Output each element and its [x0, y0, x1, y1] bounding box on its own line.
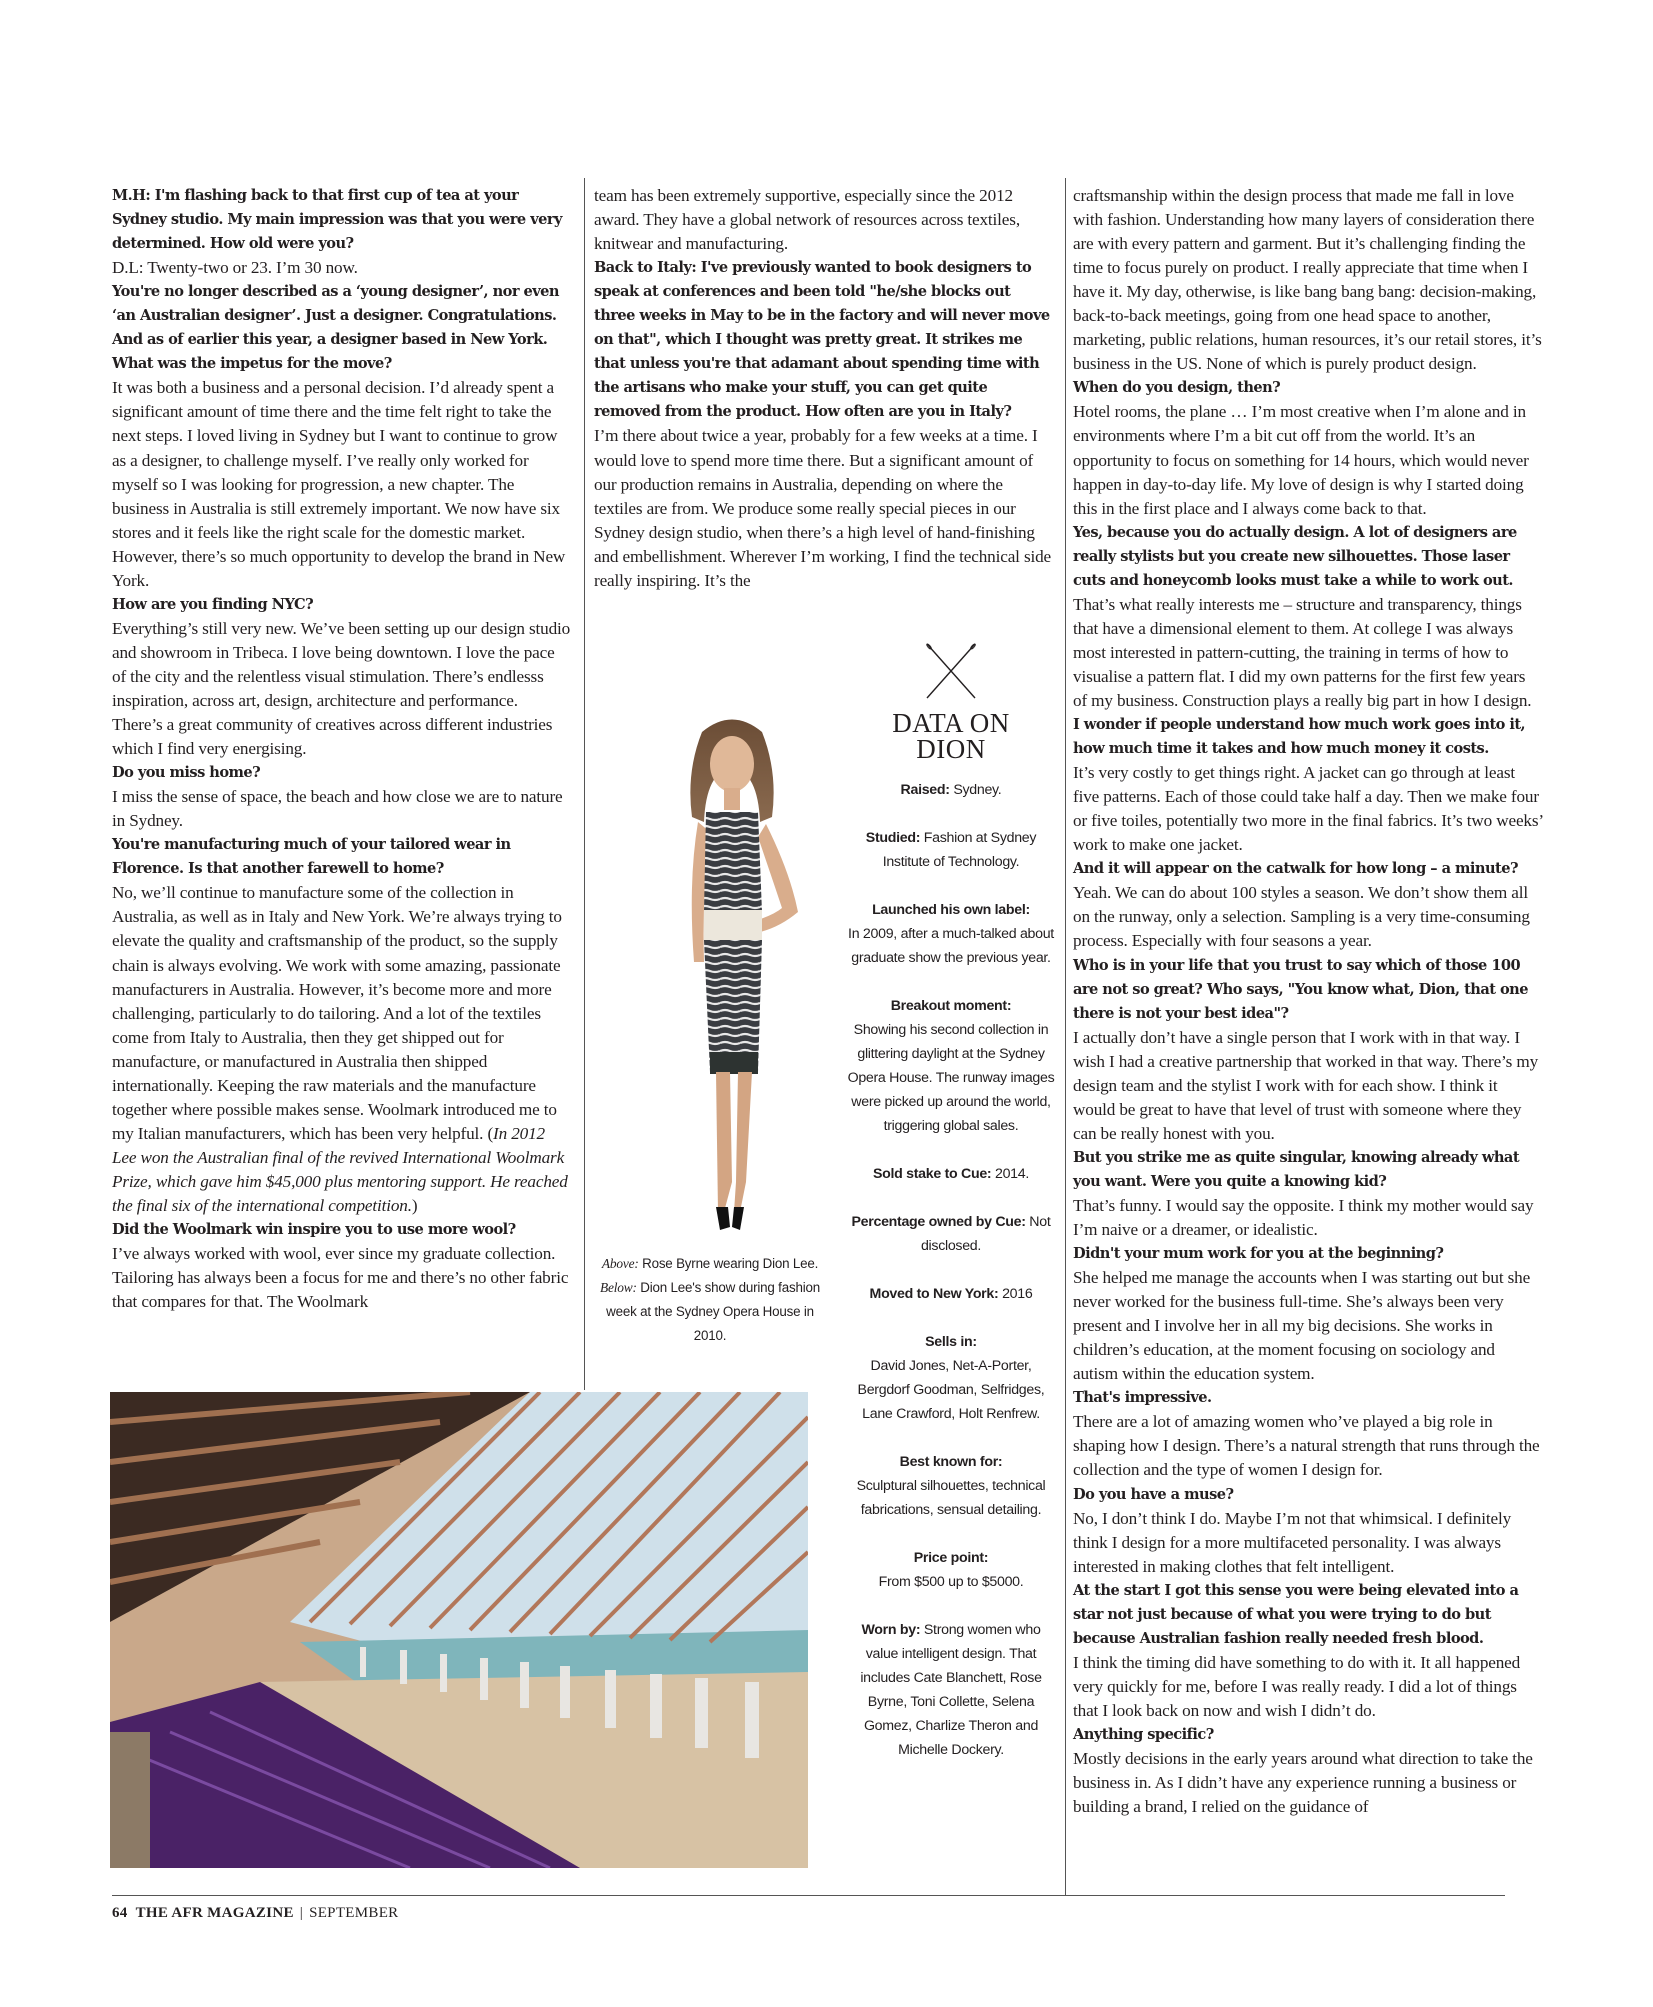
caption-above-label: Above: — [601, 1256, 639, 1271]
paragraph-text: Did the Woolmark win inspire you to use more wool? — [112, 1221, 516, 1239]
footer-rule — [112, 1895, 1505, 1896]
sidebar-fact — [846, 1162, 1056, 1186]
interview-question — [1073, 1483, 1543, 1507]
interview-question — [112, 833, 572, 881]
interview-answer — [1073, 1194, 1543, 1242]
sidebar-fact — [846, 1450, 1056, 1522]
interview-answer — [1073, 593, 1543, 713]
interview-answer — [1073, 761, 1543, 857]
paragraph-text: That's impressive. — [1073, 1389, 1212, 1407]
sidebar-fact — [846, 1282, 1056, 1306]
fact-value: From $500 up to $5000. — [878, 1574, 1024, 1590]
paragraph-suffix: ) — [411, 1195, 418, 1215]
paragraph-text: How are you finding NYC? — [112, 595, 314, 613]
sidebar-title — [846, 710, 1056, 762]
interview-answer — [112, 1242, 572, 1314]
sidebar-fact — [846, 1618, 1056, 1762]
data-on-dion-sidebar — [846, 640, 1056, 1786]
page-number: 64 — [112, 1905, 128, 1921]
paragraph-text: But you strike me as quite singular, knowing already what you want. Were you quite a knowing kid? — [1073, 1148, 1520, 1190]
paragraph-text: I’m there about twice a year, probably for a few weeks at a time. I would love to spend more time there. But a significant amount of our production remains in Australia, depending on where the textiles are from. We produce some really special pieces in our Sydney design studio, when there’s a high level of hand-finishing and embellishment. Wherever I’m working, I find the technical side really inspiring. It’s the — [594, 426, 1052, 590]
paragraph-text: D.L: Twenty-two or 23. I’m 30 now. — [112, 258, 358, 278]
magazine-name: THE AFR MAGAZINE — [135, 1905, 294, 1921]
fact-label: Best known for: — [899, 1454, 1003, 1470]
interview-answer — [1073, 400, 1543, 520]
sidebar-fact — [846, 1330, 1056, 1426]
interview-question — [1073, 1146, 1543, 1194]
italic-aside: In 2012 Lee won the Australian final of the revived International Woolmark Prize, which gave him $45,000 plus mentoring support. He reached the final six of the international competition. — [112, 1123, 568, 1215]
interview-answer — [1073, 1747, 1543, 1819]
interview-question — [1073, 521, 1543, 593]
interview-answer — [1073, 1026, 1543, 1146]
fact-value: Strong women who value intelligent design. That includes Cate Blanchett, Rose Byrne, Toni Collette, Selena Gomez, Charlize Theron and Michelle Dockery. — [860, 1622, 1042, 1758]
paragraph-text: Do you miss home? — [112, 764, 261, 782]
interview-question — [112, 280, 572, 376]
paragraph-text: You're no longer described as a ‘young designer’, nor even ‘an Australian designer’. Just a designer. Congratulations. And as of earlier this year, a designer based in New York. What was the impetus for the move? — [112, 283, 559, 373]
interview-answer — [1073, 184, 1543, 376]
fact-value: Showing his second collection in glittering daylight at the Sydney Opera House. The runway images were picked up around the world, triggering global sales. — [847, 1022, 1055, 1134]
paragraph-text: M.H: I'm flashing back to that first cup of tea at your Sydney studio. My main impression was that you were very determined. How old were you? — [112, 187, 562, 253]
interview-question — [112, 593, 572, 617]
article-column-3 — [1073, 184, 1543, 1819]
fact-label: Price point: — [913, 1550, 989, 1566]
runway-photo — [110, 1392, 808, 1868]
interview-answer — [112, 256, 572, 280]
paragraph-text: I actually don’t have a single person that I work with in that way. I wish I had a creative partnership that worked in that way. There’s my design team and the stylist I work with for each show. I think it would be great to have that level of trust with someone where they can be really honest with you. — [1073, 1027, 1539, 1143]
fact-value: David Jones, Net-A-Porter, Bergdorf Goodman, Selfridges, Lane Crawford, Holt Renfrew. — [857, 1358, 1045, 1422]
fact-label: Raised: — [900, 782, 950, 798]
paragraph-text: I wonder if people understand how much work goes into it, how much time it takes and how much money it costs. — [1073, 716, 1526, 758]
fact-label: Worn by: — [861, 1622, 921, 1638]
issue-month: SEPTEMBER — [309, 1905, 399, 1921]
interview-answer — [112, 785, 572, 833]
paragraph-text: Who is in your life that you trust to say which of those 100 are not so great? Who says, "You know what, Dion, that one there is not your best idea"? — [1073, 956, 1528, 1022]
paragraph-text: Everything’s still very new. We’ve been setting up our design studio and showroom in Tribeca. I love being downtown. I love the pace of the city and the relentless visual stimulation. There’s endlesss inspiration, across art, design, architecture and performance. There’s a great community of creatives across different industries which I find very energising. — [112, 618, 571, 759]
fact-label: Sells in: — [925, 1334, 977, 1350]
crossed-needles-icon — [921, 640, 981, 700]
paragraph-text: I think the timing did have something to do with it. It all happened very quickly for me, before I was really ready. I did a lot of things that I look back on now and wish I didn’t do. — [1073, 1652, 1521, 1720]
caption-above-text: Rose Byrne wearing Dion Lee. — [638, 1256, 819, 1271]
paragraph-text: It was both a business and a personal decision. I’d already spent a significant amount of time there and the time felt right to take the next steps. I loved living in Sydney but I want to continue to grow as a designer, to challenge myself. I’ve really only worked for myself so I was looking for progression, a new chapter. The business in Australia is still extremely important. We now have six stores and it feels like the right scale for the domestic market. However, there’s so much opportunity to develop the brand in New York. — [112, 378, 566, 590]
interview-answer — [1073, 1266, 1543, 1386]
fact-value: 2014. — [991, 1166, 1030, 1182]
column-rule-left — [584, 178, 585, 1390]
interview-question — [1073, 376, 1543, 400]
paragraph-text: Do you have a muse? — [1073, 1485, 1234, 1503]
fact-label: Breakout moment: — [890, 998, 1012, 1014]
sidebar-fact — [846, 826, 1056, 874]
interview-answer — [594, 424, 1052, 592]
interview-question — [1073, 1386, 1543, 1410]
interview-question — [112, 1218, 572, 1242]
paragraph-text: Mostly decisions in the early years around what direction to take the business in. As I didn’t have any experience running a business or building a brand, I relied on the guidance of — [1073, 1749, 1533, 1817]
portrait-image — [640, 712, 825, 1232]
paragraph-text: Hotel rooms, the plane … I’m most creative when I’m alone and in environments where I’m a bit cut off from the world. It’s an opportunity to focus on something for 14 hours, which would never happen in day-to-day life. My love of design is why I started doing this in the first place and I always come back to that. — [1073, 402, 1529, 518]
footer-separator: | — [299, 1905, 304, 1921]
interview-answer — [594, 184, 1052, 256]
photo-caption — [600, 1252, 820, 1348]
fact-label: Sold stake to Cue: — [872, 1166, 992, 1182]
paragraph-text: At the start I got this sense you were being elevated into a star not just because of what you were trying to do but because Australian fashion really needed fresh blood. — [1073, 1581, 1519, 1647]
paragraph-text: She helped me manage the accounts when I was starting out but she never worked for the business full-time. She’s always been very present and I involve her in all my big decisions. She works in children’s education, at the moment focusing on sociology and autism within the education system. — [1073, 1268, 1531, 1384]
paragraph-text: I miss the sense of space, the beach and how close we are to nature in Sydney. — [112, 787, 563, 831]
fact-value: In 2009, after a much-talked about graduate show the previous year. — [848, 926, 1054, 966]
paragraph-text: And it will appear on the catwalk for how long – a minute? — [1073, 860, 1518, 878]
interview-question — [594, 256, 1052, 424]
interview-question — [112, 761, 572, 785]
fact-value: Fashion at Sydney Institute of Technology. — [882, 830, 1037, 870]
fact-label: Percentage owned by Cue: — [851, 1214, 1026, 1230]
sidebar-fact — [846, 778, 1056, 802]
sidebar-title-line1: DATA ON — [892, 708, 1010, 738]
paragraph-text: team has been extremely supportive, especially since the 2012 award. They have a global network of resources across textiles, knitwear and manufacturing. — [594, 186, 1020, 254]
sidebar-facts — [846, 778, 1056, 1762]
paragraph-text: craftsmanship within the design process that made me fall in love with fashion. Understanding how many layers of consideration there are with every pattern and garment. But it’s challenging finding the time to focus purely on product. I really appreciate that time when I have it. My day, otherwise, is like bang bang bang: decision-making, back-to-back meetings, going from one head space to another, marketing, public relations, human resources, it’s our retail stores, it’s business in the US. None of which is purely product design. — [1073, 186, 1542, 374]
paragraph-text: No, I don’t think I do. Maybe I’m not that whimsical. I definitely think I design for a more multifaceted personality. I was always interested in making clothes that felt intelligent. — [1073, 1508, 1512, 1576]
article-column-1 — [112, 184, 572, 1314]
sidebar-fact — [846, 994, 1056, 1138]
interview-question — [1073, 713, 1543, 761]
paragraph-text: I’ve always worked with wool, ever since my graduate collection. Tailoring has always been a focus for me and there’s no other fabric that compares for that. The Woolmark — [112, 1244, 569, 1312]
paragraph-text: No, we’ll continue to manufacture some of the collection in Australia, as well as in Italy and New York. We’re always trying to elevate the quality and craftsmanship of the product, so the supply chain is always evolving. We work with some amazing, passionate manufacturers in Australia. However, it’s become more and more challenging, particularly to do tailoring. And a lot of the textiles come from Italy to Australia, then they get shipped out for manufacture, or manufactured in Australia then shipped internationally. Keeping the raw materials and the manufacture together where possible makes sense. Woolmark introduced me to my Italian manufacturers, which has been very helpful. ( — [112, 883, 562, 1143]
sidebar-fact — [846, 1546, 1056, 1594]
caption-below-label: Below: — [600, 1280, 637, 1295]
interview-answer — [112, 376, 572, 592]
interview-question — [1073, 1579, 1543, 1651]
caption-below-text: Dion Lee's show during fashion week at the Sydney Opera House in 2010. — [606, 1280, 820, 1343]
fact-label: Launched his own label: — [872, 902, 1030, 918]
interview-answer — [1073, 1651, 1543, 1723]
interview-question — [1073, 1723, 1543, 1747]
paragraph-text: Didn't your mum work for you at the beginning? — [1073, 1245, 1444, 1263]
fact-label: Moved to New York: — [869, 1286, 999, 1302]
opera-house-runway-illustration — [110, 1392, 808, 1868]
fact-value: Not disclosed. — [920, 1214, 1051, 1254]
paragraph-text: Back to Italy: I've previously wanted to book designers to speak at conferences and been told "he/she blocks out three weeks in May to be in the factory and will never move on that", which I thought was pretty great. It strikes me that unless you're that adamant about spending time with the artisans who make your stuff, you can get quite removed from the product. How often are you in Italy? — [594, 259, 1050, 421]
fact-value: 2016 — [998, 1286, 1033, 1302]
paragraph-text: Yeah. We can do about 100 styles a season. We don’t show them all on the runway, only a selection. Sampling is a very time-consuming process. Especially with four seasons a year. — [1073, 883, 1530, 951]
fact-value: Sydney. — [949, 782, 1002, 798]
paragraph-text: When do you design, then? — [1073, 379, 1281, 397]
page-footer — [112, 1905, 398, 1922]
column-rule-right — [1065, 178, 1066, 1895]
sidebar-fact — [846, 1210, 1056, 1258]
interview-answer — [1073, 881, 1543, 953]
interview-answer — [112, 881, 572, 1218]
interview-question — [1073, 1242, 1543, 1266]
interview-answer — [1073, 1507, 1543, 1579]
article-column-2 — [594, 184, 1052, 593]
paragraph-text: You're manufacturing much of your tailored wear in Florence. Is that another farewell to home? — [112, 836, 511, 878]
paragraph-text: Anything specific? — [1073, 1726, 1214, 1743]
interview-question — [1073, 857, 1543, 881]
rose-byrne-portrait-illustration — [640, 712, 825, 1232]
fact-value: Sculptural silhouettes, technical fabrications, sensual detailing. — [856, 1478, 1046, 1518]
sidebar-fact — [846, 898, 1056, 970]
interview-question — [1073, 954, 1543, 1026]
paragraph-text: There are a lot of amazing women who’ve played a big role in shaping how I design. There’s a natural strength that runs through the collection and the type of women I design for. — [1073, 1412, 1540, 1480]
sidebar-title-line2: DION — [916, 734, 986, 764]
paragraph-text: Yes, because you do actually design. A lot of designers are really stylists but you create new silhouettes. Those laser cuts and honeycomb looks must take a while to work out. — [1073, 523, 1517, 589]
paragraph-text: It’s very costly to get things right. A jacket can go through at least five patterns. Each of those could take half a day. Then we make four or five toiles, potentially two more in the final fabrics. It’s two weeks’ work to make one jacket. — [1073, 763, 1543, 855]
interview-question — [112, 184, 572, 256]
interview-answer — [112, 617, 572, 761]
paragraph-text: That’s funny. I would say the opposite. I think my mother would say I’m naive or a dreamer, or idealistic. — [1073, 1195, 1534, 1240]
interview-answer — [1073, 1410, 1543, 1482]
fact-label: Studied: — [865, 830, 921, 846]
paragraph-text: That’s what really interests me – structure and transparency, things that have a dimensional element to them. At college I was always most interested in pattern-cutting, the training in terms of how to visualise a pattern flat. I did my own patterns for the first few years of my business. Construction plays a really big part in how I design. — [1073, 594, 1532, 710]
